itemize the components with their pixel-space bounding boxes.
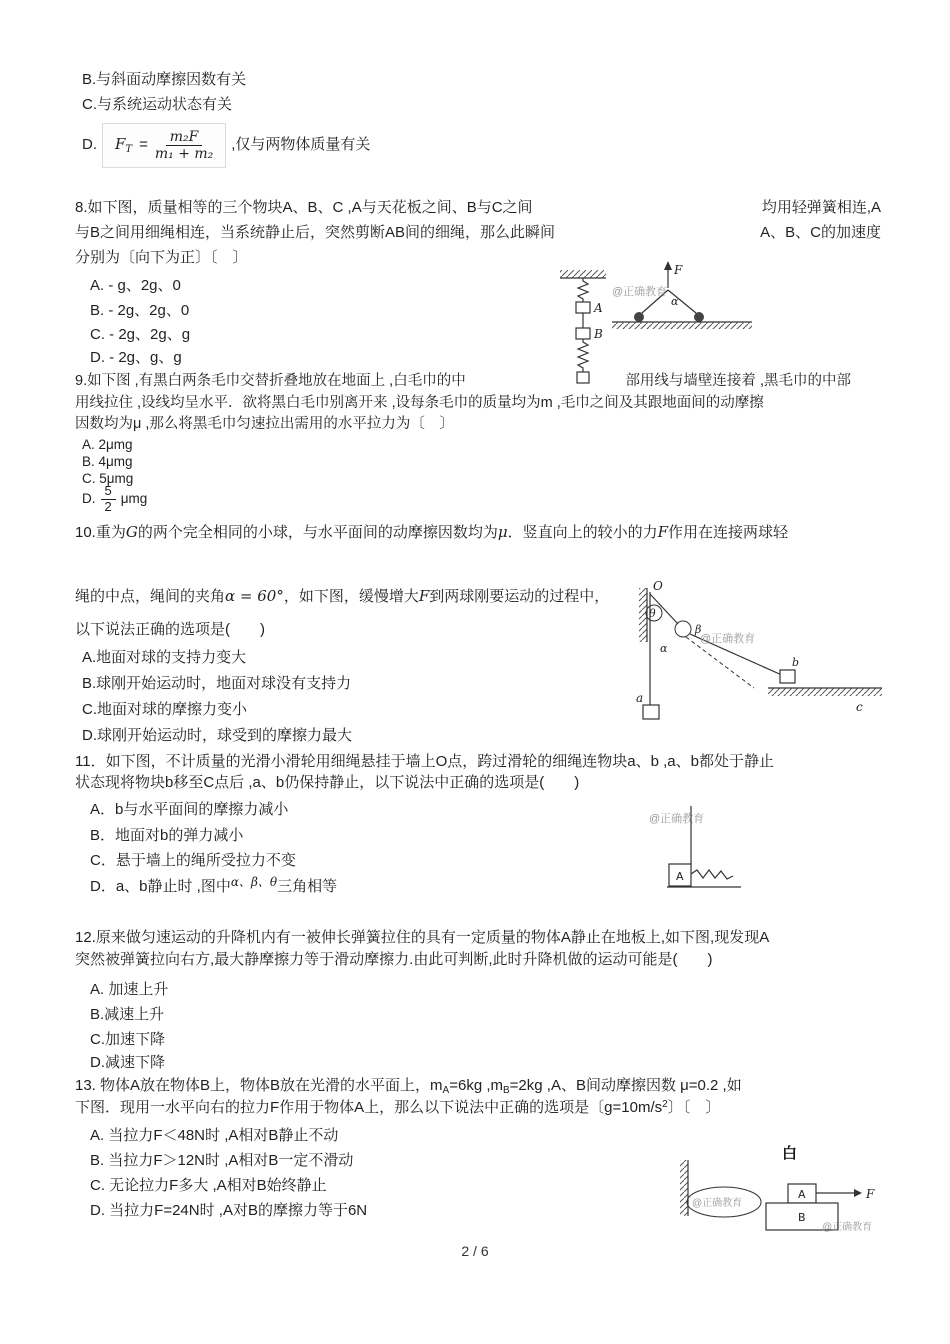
q9-option-c: C. 5μmg	[82, 471, 134, 486]
point-o-label: O	[653, 580, 663, 593]
q12-stem-line2: 突然被弹簧拉向右方,最大静摩擦力等于滑动摩擦力.由此可判断,此时升降机做的运动可能是( )	[75, 951, 713, 968]
q13-line1-text2: =6kg ,m	[449, 1077, 503, 1094]
watermark: @正确教育	[612, 286, 668, 298]
q8-option-d: D. - 2g、g、g	[90, 349, 182, 366]
spring-lower	[578, 339, 588, 372]
q10-var-mu: μ	[497, 523, 508, 541]
q10-line2-text3: 到两球刚要运动的过程中，	[429, 588, 610, 605]
q10-stem-line3: 以下说法正确的选项是( )	[75, 621, 265, 638]
q10-line2-text: 绳的中点，绳间的夹角	[75, 588, 226, 605]
q8-stem-line2-right: A、B、C的加速度	[760, 224, 881, 241]
block-a-label: A	[594, 301, 603, 315]
q12-option-a: A. 加速上升	[90, 981, 169, 998]
force-arrow-head	[664, 261, 672, 270]
q13-option-a: A. 当拉力F＜48N时 ,A相对B静止不动	[90, 1127, 339, 1144]
spring-upper	[578, 278, 588, 302]
q9-fraction-denominator: 2	[104, 498, 112, 514]
q9-stem-line1-right: 部用线与墙壁连接着 ,黑毛巾的中部	[625, 373, 851, 389]
watermark-2: @正确教育	[822, 1222, 873, 1233]
block-b	[576, 328, 590, 339]
wall-hatch	[680, 1160, 688, 1216]
q13-sub-b: B	[503, 1085, 510, 1096]
q9-stem-line2: 用线拉住 ,设线均呈水平．欲将黑白毛巾别离开来 ,设每条毛巾的质量均为m ,毛巾之间及其跟地面间的动摩擦	[75, 395, 764, 411]
spring	[691, 870, 733, 879]
q9-option-a: A. 2μmg	[82, 437, 133, 452]
ground-hatch	[768, 688, 882, 696]
q13-line1-text: 13. 物体A放在物体B上，物体B放在光滑的水平面上，m	[75, 1077, 443, 1094]
q11-option-c: C．悬于墙上的绳所受拉力不变	[90, 852, 296, 869]
block-a	[576, 302, 590, 313]
block-a-label: A	[798, 1188, 806, 1201]
block-b	[780, 670, 795, 683]
angle-label: α	[671, 295, 679, 308]
formula-equals: =	[139, 136, 148, 154]
q10-var-f: F	[657, 523, 669, 541]
q8-option-b: B. - 2g、2g、0	[90, 302, 190, 319]
surface-c-label: c	[856, 700, 863, 714]
q9-stem-line1	[75, 372, 851, 392]
q12-option-b: B.减速上升	[90, 1006, 165, 1023]
formula-lhs: F	[115, 135, 126, 154]
q8-stem-line2-left: 与B之间用细绳相连，当系统静止后，突然剪断AB间的细绳，那么此瞬间	[75, 224, 556, 241]
formula-fraction	[155, 129, 213, 162]
ground-hatch	[612, 322, 752, 329]
fig-q13-diagram	[672, 1138, 890, 1248]
watermark-1: @正确教育	[692, 1198, 743, 1209]
q7-option-b: B.与斜面动摩擦因数有关	[82, 71, 247, 88]
q10-option-c: C.地面对球的摩擦力变小	[82, 701, 248, 718]
formula-denominator: m₁ + m₂	[154, 146, 214, 163]
q13-sup-2: 2	[662, 1099, 668, 1110]
block-b-label: B	[798, 1211, 806, 1224]
ball-left	[634, 312, 644, 322]
q10-stem-line2	[75, 586, 609, 607]
q10-var-f2: F	[418, 587, 430, 605]
q13-stem-line1	[75, 1076, 742, 1098]
q12-option-d: D.减速下降	[90, 1054, 166, 1071]
q13-line2-text2: 〕〔 〕	[667, 1099, 721, 1116]
force-label: F	[866, 1187, 875, 1201]
q10-option-a: A.地面对球的支持力变大	[82, 649, 247, 666]
q9-option-d-suffix: μmg	[120, 491, 148, 507]
page-number: 2 / 6	[461, 1243, 489, 1259]
q13-sub-a: A	[442, 1085, 450, 1096]
q9-stem-line3: 因数均为μ ,那么将黑毛巾匀速拉出需用的水平拉力为〔 〕	[75, 416, 454, 432]
q8-stem-line2	[75, 223, 881, 243]
q11-option-b: B．地面对b的弹力减小	[90, 827, 244, 844]
q11-angles-group: α、β、θ	[230, 875, 278, 889]
q7-option-d-suffix: ,仅与两物体质量有关	[231, 136, 371, 154]
q9-stem-line1-left: 9.如下图 ,有黑白两条毛巾交替折叠地放在地面上 ,白毛巾的中	[75, 373, 466, 389]
q8-stem-line1-right: 均用轻弹簧相连,A	[761, 199, 881, 216]
q10-option-b: B.球刚开始运动时，地面对球没有支持力	[82, 675, 352, 692]
block-a	[643, 705, 659, 719]
q8-option-a: A. - g、2g、0	[90, 277, 181, 294]
force-arrow-head	[854, 1189, 862, 1197]
formula-lhs-group	[115, 134, 132, 157]
q11-option-d-text2: 三角相等	[277, 878, 338, 895]
q13-line1-text3: =2kg ,A、B间动摩擦因数 μ=0.2 ,如	[509, 1077, 742, 1094]
q7-option-d	[82, 123, 370, 168]
q9-option-d-fraction	[101, 484, 116, 515]
alpha-label: α	[660, 642, 668, 655]
q10-line1-text: 10.重为	[75, 524, 126, 541]
q8-stem-line1-left: 8.如下图，质量相等的三个物块A、B、C ,A与天花板之间、B与C之间	[75, 199, 533, 216]
q7-option-d-label: D.	[82, 136, 97, 154]
q9-option-b: B. 4μmg	[82, 454, 133, 469]
q10-angle-value: α = 60°	[225, 587, 284, 605]
theta-label: θ	[649, 607, 656, 620]
fig-q10-diagram	[636, 580, 896, 728]
q11-option-d	[90, 877, 337, 897]
q10-line1-text4: 作用在连接两球轻	[668, 524, 789, 541]
block-a-label: a	[636, 691, 644, 705]
q10-var-g: G	[125, 523, 138, 541]
q13-option-c: C. 无论拉力F多大 ,A相对B始终静止	[90, 1177, 327, 1194]
q11-stem-line1: 11．如下图，不计质量的光滑小滑轮用细绳悬挂于墙上O点，跨过滑轮的细绳连物块a、b ,a、b都处于静止	[75, 753, 774, 770]
q8-stem-line3: 分别为〔向下为正〕〔 〕	[75, 249, 248, 266]
q8-stem-line1	[75, 198, 881, 218]
block-b-label: B	[594, 327, 603, 341]
ball-right	[694, 312, 704, 322]
ceiling-hatch	[560, 270, 606, 278]
force-label: F	[674, 263, 683, 277]
beta-label: β	[695, 623, 702, 636]
q11-option-d-text: D．a、b静止时 ,图中	[90, 878, 231, 895]
q12-option-c: C.加速下降	[90, 1031, 166, 1048]
pulley-circle	[675, 621, 691, 637]
q10-option-d: D.球刚开始运动时，球受到的摩擦力最大	[82, 727, 353, 744]
q13-option-b: B. 当拉力F＞12N时 ,A相对B一定不滑动	[90, 1152, 354, 1169]
formula-lhs-sub: T	[125, 144, 133, 156]
q11-option-a: A．b与水平面间的摩擦力减小	[90, 801, 289, 818]
watermark: @正确教育	[700, 633, 756, 645]
white-label: 白	[782, 1145, 798, 1162]
q13-stem-line2	[75, 1098, 720, 1118]
q7-option-c: C.与系统运动状态有关	[82, 96, 233, 113]
q10-line2-text2: ，如下图，缓慢增大	[283, 588, 419, 605]
q8-option-c: C. - 2g、2g、g	[90, 326, 191, 343]
q12-stem-line1: 12.原来做匀速运动的升降机内有一被伸长弹簧拉住的具有一定质量的物体A静止在地板上,如下图,现发现A	[75, 929, 770, 946]
q10-stem-line1	[75, 522, 788, 543]
block-a-label: A	[676, 870, 684, 883]
q9-option-d-label: D.	[82, 491, 96, 507]
q10-line1-text3: ．竖直向上的较小的力	[507, 524, 658, 541]
q9-fraction-numerator: 5	[101, 484, 116, 500]
block-b-label: b	[792, 656, 800, 669]
q7-formula	[102, 123, 226, 168]
q9-option-d	[82, 484, 147, 515]
q10-line1-text2: 的两个完全相同的小球，与水平面间的动摩擦因数均为	[137, 524, 498, 541]
q11-stem-line2: 状态现将物块b移至C点后 ,a、b仍保持静止，以下说法中正确的选项是( )	[75, 774, 580, 791]
q13-line2-text: 下图．现用一水平向右的拉力F作用于物体A上，那么以下说法中正确的选项是〔g=10m/s	[75, 1099, 663, 1116]
fig-q11-diagram	[645, 802, 755, 897]
formula-numerator: m₂F	[166, 129, 203, 146]
watermark: @正确教育	[649, 813, 705, 825]
q13-option-d: D. 当拉力F=24N时 ,A对B的摩擦力等于6N	[90, 1202, 368, 1219]
